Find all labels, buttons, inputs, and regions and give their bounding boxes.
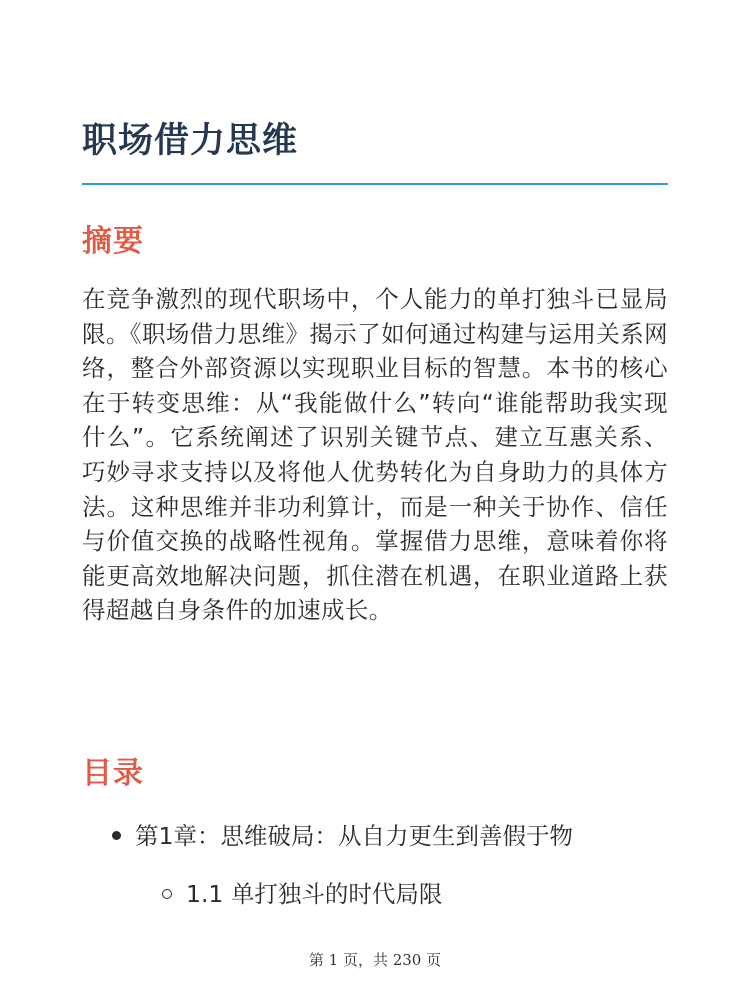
summary-paragraph: 在竞争激烈的现代职场中，个人能力的单打独斗已显局限。《职场借力思维》揭示了如何通过构建与运用关系网络，整合外部资源以实现职业目标的智慧。本书的核心在于转变思维：从“我能做什么”转向“谁能帮助我实现什么”。它系统阐述了识别关键节点、建立互惠关系、巧妙寻求支持以及将他人优势转化为自身助力的具体方法。这种思维并非功利算计，而是一种关于协作、信任与价值交换的战略性视角。掌握借力思维，意味着你将能更高效地解决问题，抓住潜在机遇，在职业道路上获得超越自身条件的加速成长。 <box>82 285 668 625</box>
toc-item-label: 1.1 单打独斗的时代局限 <box>186 880 443 908</box>
summary-heading: 摘要 <box>82 224 144 259</box>
bullet-circle-icon <box>162 889 172 899</box>
toc-heading: 目录 <box>82 756 144 791</box>
page-footer: 第 1 页，共 230 页 <box>308 951 442 969</box>
document-title: 职场借力思维 <box>82 121 299 161</box>
bullet-disc-icon <box>112 831 121 840</box>
toc-item-label: 第1章：思维破局：从自力更生到善假于物 <box>135 822 573 850</box>
toc-item-chapter-1[interactable] <box>112 816 573 856</box>
title-divider <box>82 183 668 185</box>
toc-item-section-1-1[interactable] <box>162 874 442 914</box>
